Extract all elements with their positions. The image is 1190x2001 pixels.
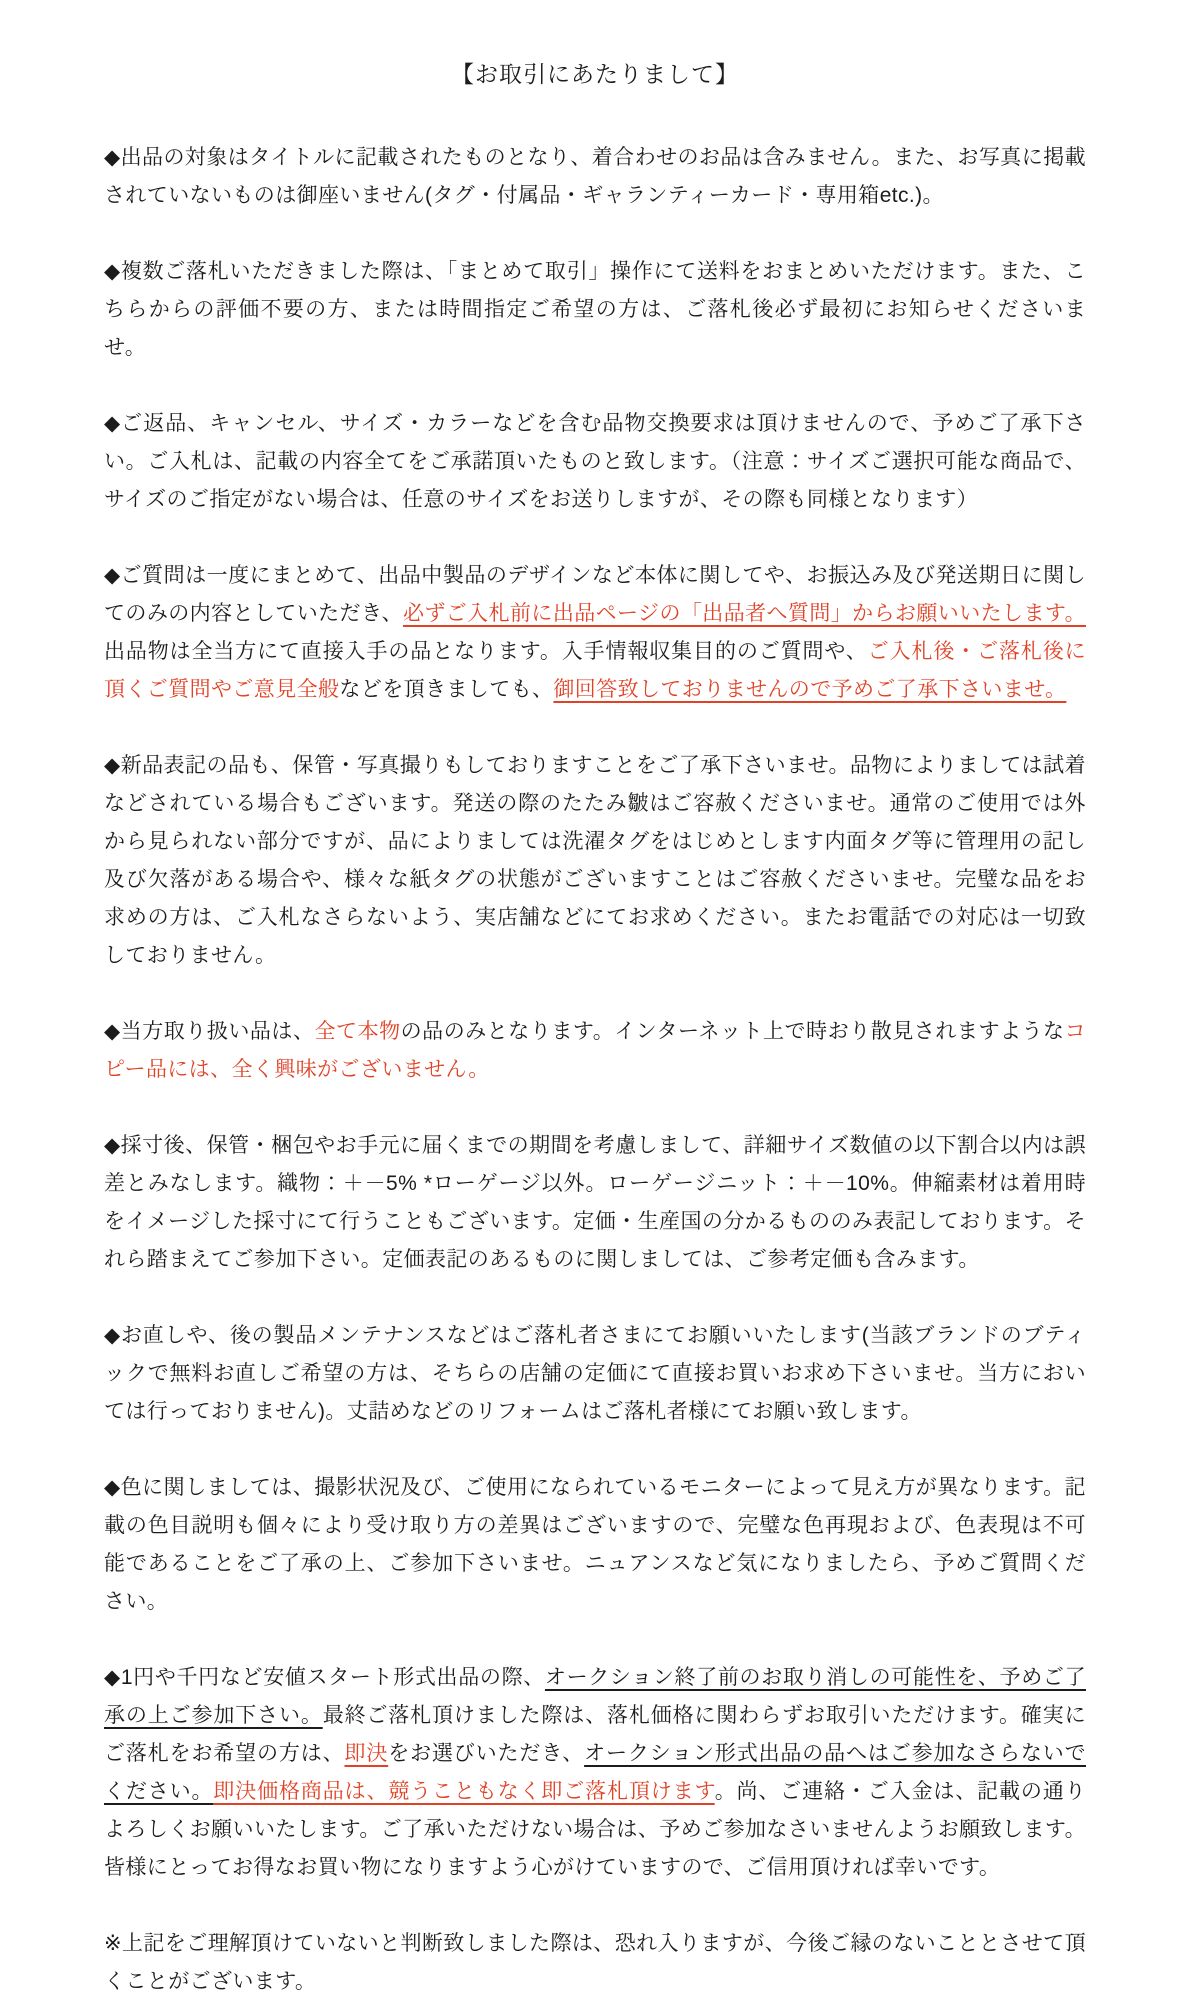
body-text: 最終ご落札頂けました際は、落札価格に関わらずお取引いただけます。確実にご落札をお希望の方は、: [104, 1704, 1086, 1765]
terms-paragraph: [104, 405, 1086, 519]
body-text: オークション形式出品の品へはご参加なさらないでください。: [104, 1742, 1087, 1803]
body-text: ◆色に関しましては、撮影状況及び、ご使用になられているモニターによって見え方が異なります。記載の色目説明も個々により受け取り方の差異はございますので、完璧な色再現および、色表現は不可能であることをご了承の上、ご参加下さいませ。ニュアンスなど気になりましたら、予めご質問ください。: [104, 1476, 1086, 1613]
body-text: ◆ご質問は一度にまとめて、出品中製品のデザインなど本体に関してや、お振込み及び発送期日に関してのみの内容としていただき、: [104, 564, 1086, 625]
highlighted-text: 即決: [344, 1742, 389, 1765]
body-text: ◆出品の対象はタイトルに記載されたものとなり、着合わせのお品は含みません。また、お写真に掲載されていないものは御座いません(タグ・付属品・ギャランティーカード・専用箱etc.)。: [104, 146, 1086, 207]
body-text: ◆採寸後、保管・梱包やお手元に届くまでの期間を考慮しまして、詳細サイズ数値の以下割合以内は誤差とみなします。織物：＋－5% *ローゲージ以外。ローゲージニット：＋－10%。伸縮素材は着用時をイメージした採寸にて行うこともございます。定価・生産国の分かるもののみ表記しております。それら踏まえてご参加下さい。定価表記のあるものに関しましては、ご参考定価も含みます。: [104, 1134, 1086, 1271]
terms-paragraph: [104, 1469, 1086, 1621]
body-text: ◆新品表記の品も、保管・写真撮りもしておりますことをご了承下さいませ。品物によりましては試着などされている場合もございます。発送の際のたたみ皺はご容赦くださいませ。通常のご使用では外から見られない部分ですが、品によりましては洗濯タグをはじめとします内面タグ等に管理用の記し及び欠落がある場合や、様々な紙タグの状態がございますことはご容赦くださいませ。完璧な品をお求めの方は、ご入札なさらないよう、実店舗などにてお求めください。またお電話での対応は一切致しておりません。: [104, 754, 1086, 967]
highlighted-text: 必ずご入札前に出品ページの「出品者へ質問」からお願いいたします。: [402, 602, 1087, 625]
terms-paragraph: [104, 253, 1086, 367]
highlighted-text: 即決価格商品は、競うこともなく即ご落札頂けます: [213, 1780, 715, 1803]
terms-body: [104, 139, 1086, 2001]
terms-paragraph: [104, 1013, 1086, 1089]
body-text: などを頂きましても、: [339, 678, 554, 701]
body-text: ◆お直しや、後の製品メンテナンスなどはご落札者さまにてお願いいたします(当該ブランドのブティックで無料お直しご希望の方は、そちらの店舗の定価にて直接お買いお求め下さいませ。当方においては行っておりません)。丈詰めなどのリフォームはご落札者様にてお願い致します。: [104, 1324, 1086, 1423]
terms-paragraph: [104, 1127, 1086, 1279]
body-text: ◆複数ご落札いただきました際は、「まとめて取引」操作にて送料をおまとめいただけます。また、こちらからの評価不要の方、または時間指定ご希望の方は、ご落札後必ず最初にお知らせくださいませ。: [104, 260, 1086, 359]
body-text: オークション終了前のお取り消しの可能性を、予めご了承の上ご参加下さい。: [104, 1666, 1086, 1727]
body-text: をお選びいただき、: [388, 1742, 585, 1765]
highlighted-text: 全て本物: [314, 1020, 401, 1043]
highlighted-text: コピー品には、全く興味がございません。: [104, 1020, 1086, 1081]
body-text: ◆ご返品、キャンセル、サイズ・カラーなどを含む品物交換要求は頂けませんので、予めご了承下さい。ご入札は、記載の内容全てをご承諾頂いたものと致します。（注意：サイズご選択可能な商品で、サイズのご指定がない場合は、任意のサイズをお送りしますが、その際も同様となります）: [104, 412, 1086, 511]
body-text: ※上記をご理解頂けていないと判断致しました際は、恐れ入りますが、今後ご縁のないこととさせて頂くことがございます。: [104, 1932, 1086, 1993]
body-text: 出品物は全当方にて直接入手の品となります。入手情報収集目的のご質問や、: [104, 640, 868, 663]
highlighted-text: 御回答致しておりませんので予めご了承下さいませ。: [553, 678, 1067, 701]
terms-paragraph: [104, 1925, 1086, 2001]
page-title: 【お取引にあたりまして】: [451, 61, 739, 87]
highlighted-text: ご入札後・ご落札後に頂くご質問やご意見全般: [104, 640, 1087, 701]
terms-paragraph: [104, 557, 1086, 709]
terms-paragraph: [104, 1659, 1086, 1887]
body-text: ◆当方取り扱い品は、: [104, 1020, 315, 1043]
body-text: 。尚、ご連絡・ご入金は、記載の通りよろしくお願いいたします。ご了承いただけない場合は、予めご参加なさいませんようお願致します。皆様にとってお得なお買い物になりますよう心がけていますので、ご信用頂ければ幸いです。: [104, 1780, 1086, 1879]
terms-paragraph: [104, 747, 1086, 975]
body-text: ◆1円や千円など安値スタート形式出品の際、: [104, 1666, 545, 1689]
terms-paragraph: [104, 139, 1086, 215]
terms-paragraph: [104, 1317, 1086, 1431]
body-text: の品のみとなります。インターネット上で時おり散見されますような: [400, 1020, 1065, 1043]
